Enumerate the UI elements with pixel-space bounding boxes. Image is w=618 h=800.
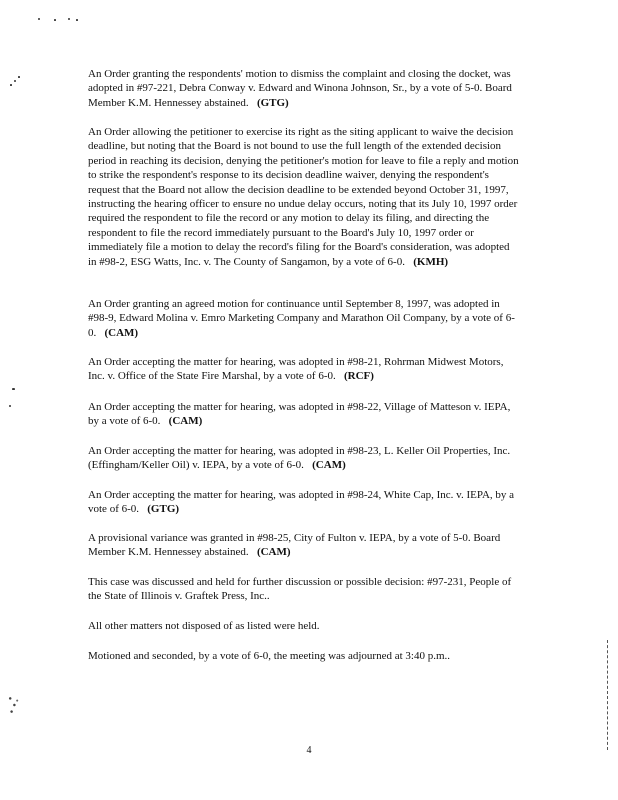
paragraph [88,531,520,560]
paragraph-text: An Order granting the respondents' motion to dismiss the complaint and closing the docket, was adopted in #97-221, Debra Conway v. Edward and Winona Johnson, Sr., by a vote of 5-0. Board Member K.M. Hennessey abstained. [88,68,512,109]
paragraph-initials: (GTG) [256,96,289,109]
paragraph [88,575,520,604]
paragraph-initials: (CAM) [256,546,291,559]
scan-speck [18,76,20,78]
paragraph [88,125,520,269]
paragraph [88,619,520,633]
scan-speck [12,388,15,390]
paragraph [88,67,520,110]
scan-edge-line [607,640,609,750]
paragraph-initials: (CAM) [312,459,346,472]
paragraph-text: An Order accepting the matter for hearing, was adopted in #98-23, L. Keller Oil Properties, Inc. (Effingham/Keller Oil) v. IEPA, by a vote of 6-0. [88,445,511,472]
paragraph-text: All other matters not disposed of as listed were held. [88,620,320,632]
scan-speck [68,18,70,20]
paragraph-initials: (RCF) [343,370,374,383]
paragraph [88,444,520,473]
page-number: 4 [306,745,312,756]
paragraph-text: An Order accepting the matter for hearing, was adopted in #98-24, White Cap, Inc. v. IEPA, by a vote of 6-0. [88,489,515,516]
paragraph-text: A provisional variance was granted in #98-25, City of Fulton v. IEPA, by a vote of 5-0. Board Member K.M. Hennessey abstained. [88,532,501,559]
paragraph [88,297,520,340]
paragraph [88,649,520,663]
scan-speck [76,19,78,21]
paragraph [88,400,520,429]
paragraph-text: An Order granting an agreed motion for continuance until September 8, 1997, was adopted in #98-9, Edward Molina v. Emro Marketing Company and Marathon Oil Company, by a vote of 6-0. [88,298,515,339]
paragraph-text: This case was discussed and held for further discussion or possible decision: #97-231, People of the State of Illinois v. Graftek Press, Inc.. [88,576,512,603]
scan-speck [38,18,40,20]
scan-smudge [6,694,20,716]
scan-speck [14,80,16,82]
scan-speck [54,19,56,21]
paragraph-initials: (CAM) [168,415,203,428]
scan-speck [9,405,11,407]
scan-speck [10,84,12,86]
paragraph-text: Motioned and seconded, by a vote of 6-0, the meeting was adjourned at 3:40 p.m.. [88,650,450,662]
paragraph [88,488,520,517]
paragraph [88,355,520,384]
paragraph-text: An Order accepting the matter for hearing, was adopted in #98-21, Rohrman Midwest Motors, Inc. v. Office of the State Fire Marshal, by a vote of 6-0. [88,356,504,383]
paragraph-initials: (KMH) [413,255,449,268]
paragraph-text: An Order allowing the petitioner to exercise its right as the siting applicant to waive the decision deadline, but noting that the Board is not bound to use the full length of the extended decision period in reaching its decision, denying the petitioner's motion for leave to file a reply and motion to strike the respondent's response to its decision deadline waiver, denying the respondent's request that the Board not allow the decision deadline to be extended beyond October 31, 1997, instructing the hearing officer to ensure no undue delay occurs, noting that its July 10, 1997 order required the respondent to file the record or any motion to delay its filing, and directing the respondent to file the record immediately pursuant to the Board's July 10, 1997 order or immediately file a motion to delay the record's filing for the Board's consideration, was adopted in #98-2, ESG Watts, Inc. v. The County of Sangamon, by a vote of 6-0. [88,126,519,268]
paragraph-initials: (CAM) [104,326,139,339]
paragraph-initials: (GTG) [147,503,180,516]
paragraph-text: An Order accepting the matter for hearing, was adopted in #98-22, Village of Matteson v. IEPA, by a vote of 6-0. [88,401,511,428]
